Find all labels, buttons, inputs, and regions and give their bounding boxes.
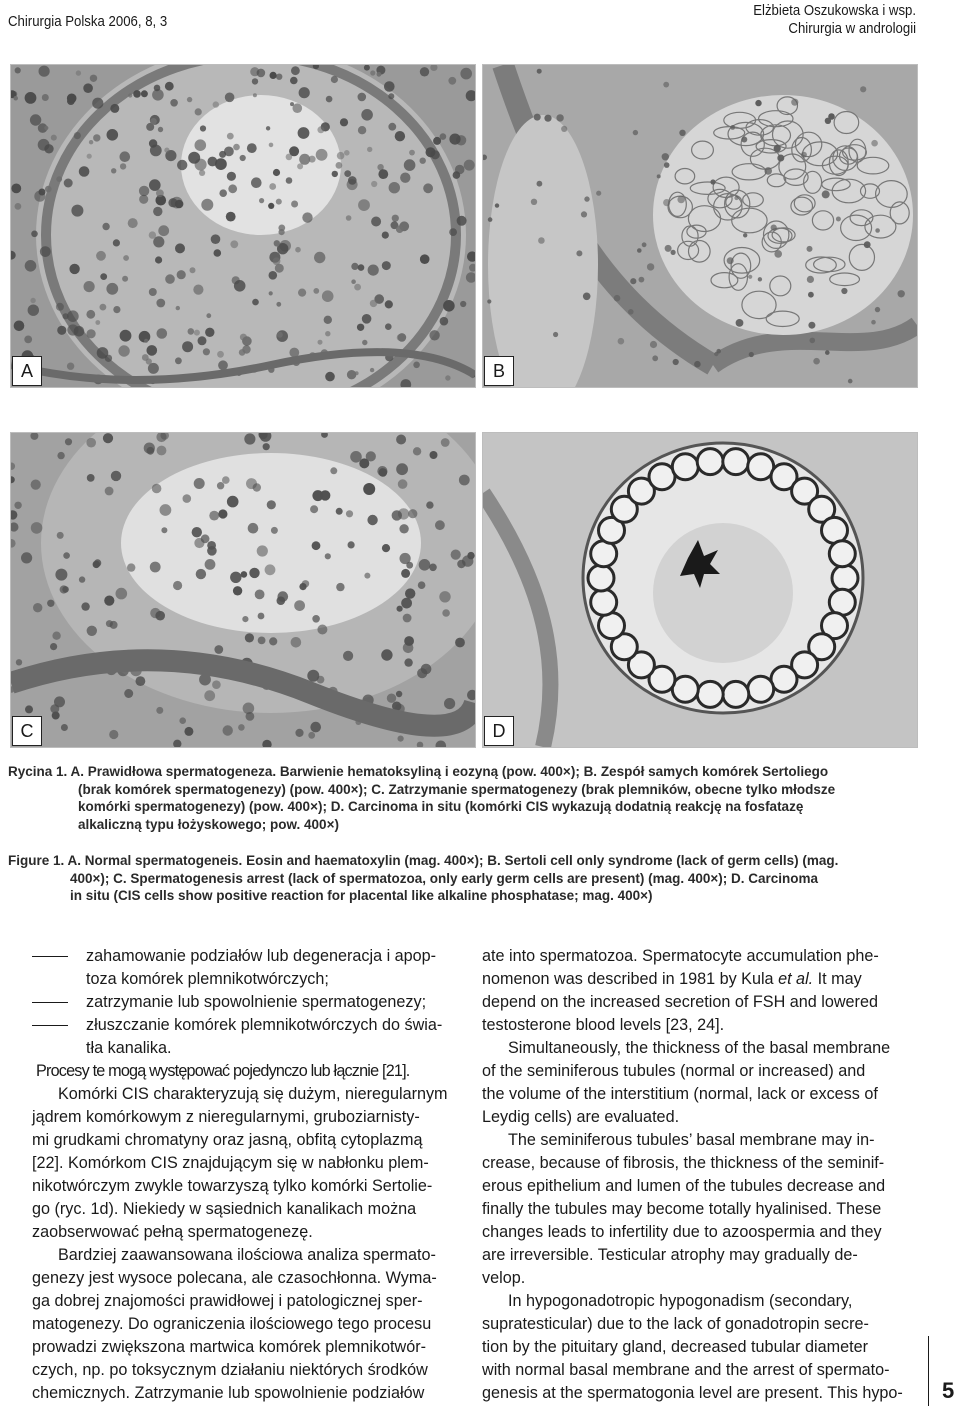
list-item-text: tła kanalika. <box>86 1039 172 1057</box>
paragraph-line: tion by the pituitary gland, decreased tubular diameter <box>482 1338 869 1356</box>
paragraph-line: changes leads to infertility due to azoospermia and they <box>482 1223 882 1241</box>
paragraph-line: with normal basal membrane and the arrest of spermato- <box>482 1361 890 1379</box>
micrograph-a-image <box>11 65 475 387</box>
micrograph-b-image <box>483 65 917 387</box>
figure-caption-english <box>8 852 923 905</box>
left-column <box>32 945 448 1405</box>
list-item-text: zatrzymanie lub spowolnienie spermatogenezy; <box>86 993 427 1011</box>
right-column <box>482 945 914 1405</box>
micrograph-b <box>482 64 918 388</box>
panel-label-d: D <box>484 716 514 746</box>
micrograph-d-image <box>483 433 917 747</box>
paragraph-line: genezy jest wysoce polecana, ale czasochłonna. Wyma- <box>32 1269 437 1287</box>
paragraph-line: go (ryc. 1d). Niekiedy w sąsiednich kanalikach można <box>32 1200 417 1218</box>
paragraph-line: Leydig cells) are evaluated. <box>482 1108 680 1126</box>
et-al-italic: et al. <box>778 970 814 988</box>
paragraph-line: The seminiferous tubules’ basal membrane may in- <box>508 1131 875 1149</box>
list-item-text: zahamowanie podziałów lub degeneracja i apop- <box>86 947 437 965</box>
paragraph-line: crease, because of fibrosis, the thickness of the seminif- <box>482 1154 885 1172</box>
list-item-text: toza komórek plemnikotwórczych; <box>86 970 329 988</box>
caption-en-line: 400×); C. Spermatogenesis arrest (lack of spermatozoa, only early germ cells are present) (mag. 400×); D. Carcinoma <box>70 870 819 886</box>
paragraph-line: genesis at the spermatogonia level are present. This hypo- <box>482 1384 903 1402</box>
journal-header: Chirurgia Polska 2006, 8, 3 <box>8 13 168 30</box>
caption-pl-line: Rycina 1. A. Prawidłowa spermatogeneza. Barwienie hematoksyliną i eozyną (pow. 400×); B. Zespół samych komórek Sertoliego <box>8 764 829 779</box>
paragraph-line: Simultaneously, the thickness of the basal membrane <box>508 1039 891 1057</box>
paragraph-line: prowadzi zwiększona martwica komórek plemnikotwór- <box>32 1338 427 1356</box>
paragraph-line: matogenezy. Do ograniczenia ilościowego tego procesu <box>32 1315 432 1333</box>
paragraph-line: erous epithelium and lumen of the tubules decrease and <box>482 1177 886 1195</box>
margin-rule <box>928 1336 929 1406</box>
header-section: Chirurgia w andrologii <box>788 20 916 37</box>
dash-bullet <box>32 1025 68 1026</box>
paragraph-line: of the seminiferous tubules (normal or increased) and <box>482 1062 866 1080</box>
paragraph-line: supratesticular) due to the lack of gonadotropin secre- <box>482 1315 869 1333</box>
paragraph-line: testosterone blood levels [23, 24]. <box>482 1016 725 1034</box>
paragraph-line: the volume of the interstitium (normal, lack or excess of <box>482 1085 878 1103</box>
paragraph-line: velop. <box>482 1269 526 1287</box>
micrograph-c-image <box>11 433 475 747</box>
running-header <box>753 2 916 38</box>
paragraph-line: finally the tubules may become totally hyalinised. These <box>482 1200 882 1218</box>
paragraph-line: ate into spermatozoa. Spermatocyte accumulation phe- <box>482 947 879 965</box>
paragraph-line: mi grudkami chromatyny oraz jasną, obfitą cytoplazmą <box>32 1131 423 1149</box>
list-item <box>32 945 442 968</box>
paragraph-line: Procesy te mogą występować pojedynczo lub łącznie [21]. <box>36 1062 410 1080</box>
micrograph-c <box>10 432 476 748</box>
paragraph-line: zaobserwować pełną spermatogenezę. <box>32 1223 313 1241</box>
list-item-text: złuszczanie komórek plemnikotwórczych do świa- <box>86 1016 443 1034</box>
paragraph-line: depend on the increased secretion of FSH and lowered <box>482 993 878 1011</box>
caption-en-line: in situ (CIS cells show positive reaction for placental like alkaline phosphatase; mag. 400×) <box>70 888 653 904</box>
caption-en-line: Figure 1. A. Normal spermatogeneis. Eosin and haematoxylin (mag. 400×); B. Sertoli cell only syndrome (lack of germ cells) (mag. <box>8 853 839 868</box>
panel-label-c: C <box>12 716 42 746</box>
panel-label-a: A <box>12 356 42 386</box>
paragraph-line: nikotwórczym zwykle towarzyszą tylko komórki Sertolie- <box>32 1177 433 1195</box>
header-authors: Elżbieta Oszukowska i wsp. <box>753 2 916 19</box>
paragraph-text: It may <box>813 970 862 988</box>
paragraph-line: czych, np. po toksycznym działaniu niektórych środków <box>32 1361 428 1379</box>
paragraph-text: nomenon was described in 1981 by Kula <box>482 970 779 988</box>
micrograph-d <box>482 432 918 748</box>
paragraph-line: ga dobrej znajomości prawidłowej i patologicznej sper- <box>32 1292 423 1310</box>
list-item <box>32 1014 442 1037</box>
paragraph-line: In hypogonadotropic hypogonadism (secondary, <box>508 1292 853 1310</box>
panel-label-b: B <box>484 356 514 386</box>
caption-pl-line: (brak komórek spermatogenezy) (pow. 400×); C. Zatrzymanie spermatogenezy (brak plemników, obecne tylko młodsze <box>78 781 836 797</box>
paragraph-line: [22]. Komórkom CIS znajdującym się w nabłonku plem- <box>32 1154 429 1172</box>
page-number: 5 <box>942 1378 955 1403</box>
micrograph-a <box>10 64 476 388</box>
paragraph-line: are irreversible. Testicular atrophy may gradually de- <box>482 1246 858 1264</box>
paragraph-line <box>482 968 914 991</box>
paragraph-line: Bardziej zaawansowana ilościowa analiza spermato- <box>58 1246 436 1264</box>
dash-bullet <box>32 1002 68 1003</box>
dash-bullet <box>32 956 68 957</box>
paragraph-line: Komórki CIS charakteryzują się dużym, nieregularnym <box>58 1085 448 1103</box>
paragraph-line: chemicznych. Zatrzymanie lub spowolnienie podziałów <box>32 1384 425 1402</box>
paragraph-line: jądrem komórkowym z nieregularnymi, gruboziarnisty- <box>32 1108 420 1126</box>
caption-pl-line: alkaliczną typu łożyskowego; pow. 400×) <box>78 816 339 832</box>
figure-caption-polish <box>8 763 923 833</box>
caption-pl-line: komórki spermatogenezy) (pow. 400×); D. Carcinoma in situ (komórki CIS wykazują dodatnią reakcję na fosfatazę <box>78 799 804 815</box>
list-item <box>32 991 442 1014</box>
